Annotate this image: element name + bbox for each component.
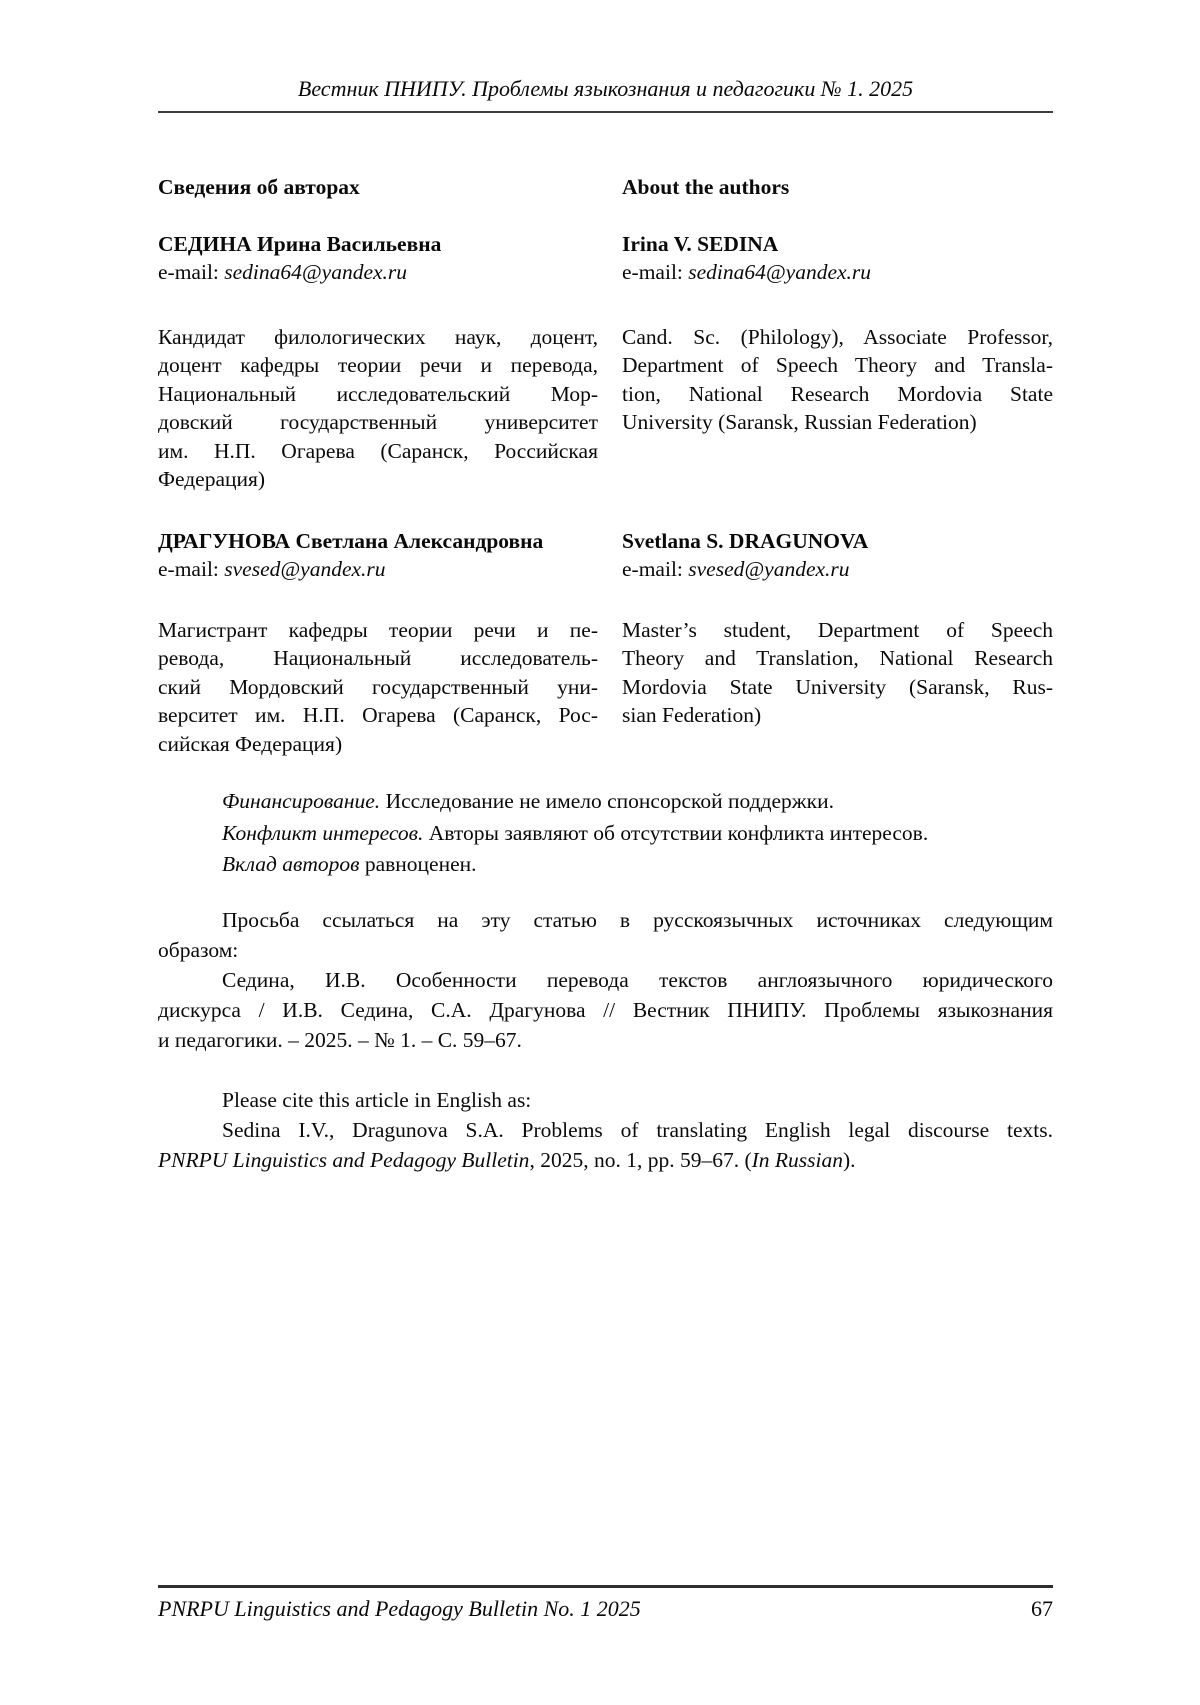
conflict-note-text: Авторы заявляют об отсутствии конфликта интересов.: [423, 820, 929, 845]
funding-note: [222, 786, 1053, 818]
running-header: [158, 76, 1053, 113]
email-address: sedina64@yandex.ru: [224, 260, 408, 284]
author-bio-en-2: Master’s student, Department of Speech Theory and Translation, National Research Mordovia State University (Saransk, Rus- sian Federation): [622, 617, 1053, 727]
author-name-en-1: Irina V. SEDINA: [622, 231, 779, 256]
citation-journal-title: PNRPU Linguistics and Pedagogy Bulletin: [158, 1147, 530, 1172]
author-name-en-2: Svetlana S. DRAGUNOVA: [622, 528, 869, 553]
contribution-note-lead: Вклад авторов: [222, 852, 360, 876]
funding-note-lead: Финансирование.: [222, 789, 381, 813]
author-block-en-2: [622, 527, 1053, 584]
author-name-ru-2: ДРАГУНОВА Светлана Александровна: [158, 528, 544, 553]
citation-instruction-ru: Просьба ссылаться на эту статью в русскоязычных источниках следующим образом:: [158, 907, 1053, 962]
footer-page-number: 67: [1031, 1596, 1053, 1621]
authors-heading-en: About the authors: [622, 175, 790, 199]
email-address: svesed@yandex.ru: [688, 557, 850, 581]
conflict-note-lead: Конфликт интересов.: [222, 820, 424, 845]
citation-reference-ru: Седина, И.В. Особенности перевода текстов англоязычного юридического дискурса / И.В. Седина, С.А. Драгунова // Вестник ПНИПУ. Проблемы языкознания и педагогики. – 2025. – № 1. – С. 59–67.: [158, 967, 1053, 1052]
conflict-note: [222, 818, 1053, 850]
email-address: sedina64@yandex.ru: [688, 260, 872, 284]
citation-reference-en-line1: Sedina I.V., Dragunova S.A. Problems of translating English legal discourse texts.: [222, 1117, 1053, 1142]
article-notes: [158, 786, 1053, 881]
email-label: e-mail:: [158, 260, 225, 284]
running-footer: [158, 1585, 1053, 1622]
author-email-en-2: [622, 555, 1053, 584]
funding-note-text: Исследование не имело спонсорской поддержки.: [380, 789, 834, 813]
author-block-ru-2: [158, 527, 598, 584]
author-bio-en-1: Cand. Sc. (Philology), Associate Professor, Department of Speech Theory and Transla- tion, National Research Mordovia State University (Saransk, Russian Federation): [622, 324, 1053, 434]
author-name-ru-1: СЕДИНА Ирина Васильевна: [158, 231, 442, 256]
running-header-title: Вестник ПНИПУ. Проблемы языкознания и педагогики № 1. 2025: [297, 76, 914, 101]
email-label: e-mail:: [622, 557, 689, 581]
author-block-ru-1: [158, 230, 598, 287]
citation-reference-en-line2: [158, 1145, 1053, 1175]
contribution-note: [222, 849, 1053, 881]
email-label: e-mail:: [158, 557, 225, 581]
footer-journal-title: PNRPU Linguistics and Pedagogy Bulletin No. 1 2025: [158, 1596, 641, 1621]
author-email-ru-1: [158, 258, 598, 287]
citation-reference-end: ).: [842, 1147, 856, 1172]
citation-block-en: [158, 1085, 1053, 1175]
contribution-note-text: равноценен.: [359, 852, 477, 876]
authors-section: [158, 173, 1053, 758]
citation-language-note: In Russian: [751, 1147, 843, 1172]
citation-instruction-en: Please cite this article in English as:: [222, 1087, 532, 1112]
authors-heading-ru: Сведения об авторах: [158, 175, 360, 199]
email-address: svesed@yandex.ru: [224, 557, 386, 581]
page-content: [158, 115, 1053, 1175]
citation-reference-mid: , 2025, no. 1, pp. 59–67. (: [529, 1147, 752, 1172]
author-bio-ru-1: Кандидат филологических наук, доцент, доцент кафедры теории речи и перевода, Национальный исследовательский Мор- довский государственный университет им. Н.П. Огарева (Саранск, Российская Федерация): [158, 324, 598, 491]
author-email-ru-2: [158, 555, 598, 584]
citation-block-ru: [158, 905, 1053, 1055]
author-block-en-1: [622, 230, 1053, 287]
author-bio-ru-2: Магистрант кафедры теории речи и пе- ревода, Национальный исследователь- ский Мордовский государственный уни- верситет им. Н.П. Огарева (Саранск, Рос- сийская Федерация): [158, 617, 598, 756]
email-label: e-mail:: [622, 260, 689, 284]
author-email-en-1: [622, 258, 1053, 287]
